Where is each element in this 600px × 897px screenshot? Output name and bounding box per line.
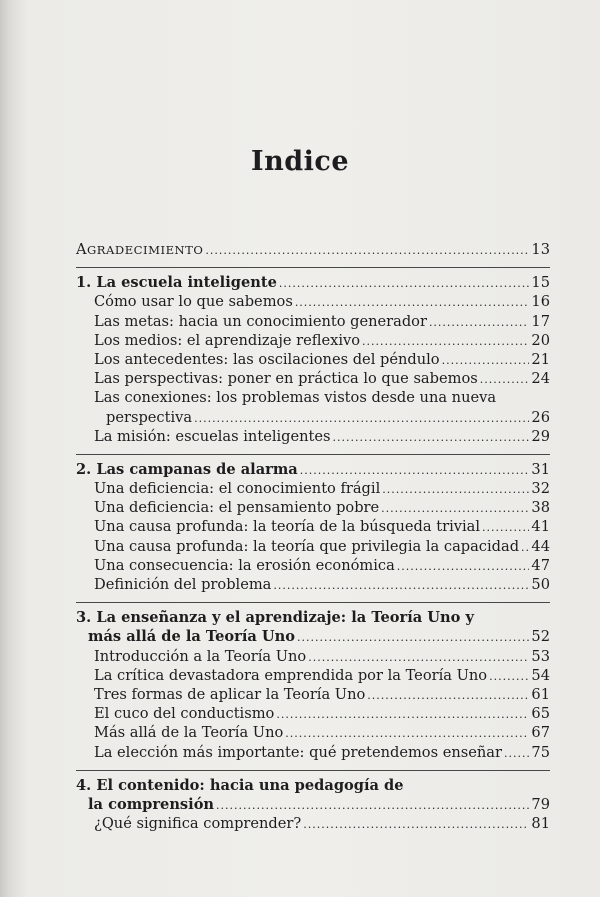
- toc-entry-label: El cuco del conductismo: [94, 705, 275, 723]
- toc-entry-label: Introducción a la Teoría Uno: [94, 647, 307, 665]
- toc-entry-label: Definición del problema: [94, 576, 272, 593]
- dot-leader: [397, 557, 530, 576]
- dot-leader: [273, 576, 529, 595]
- toc-entry: [76, 704, 550, 723]
- section-divider: [76, 267, 550, 268]
- toc-entry-label: Cómo usar lo que sabemos: [94, 293, 293, 311]
- chapter-title-row: [76, 795, 550, 814]
- dot-leader: [276, 705, 529, 724]
- toc-entry: [76, 408, 550, 427]
- dot-leader: [205, 241, 529, 260]
- page-number: 32: [531, 480, 550, 498]
- toc-entry: [76, 350, 550, 369]
- dot-leader: [429, 313, 529, 332]
- chapter-block: [76, 608, 550, 762]
- chapter-list: [76, 273, 550, 833]
- toc-entry: [76, 479, 550, 498]
- dot-leader: [504, 744, 529, 763]
- toc-entry-label: Una causa profunda: la teoría que privilegia la capacidad: [94, 537, 520, 555]
- toc-entry: [76, 556, 550, 575]
- toc-entry: [76, 723, 550, 742]
- toc-entry: [76, 685, 550, 704]
- dot-leader: [489, 667, 529, 686]
- page-number: 61: [531, 685, 550, 703]
- page-number: 16: [531, 293, 550, 311]
- toc-entry: [76, 666, 550, 685]
- toc-entry: [76, 498, 550, 517]
- toc-entry-label: perspectiva: [106, 408, 193, 426]
- toc-entry-label: Las metas: hacia un conocimiento generador: [94, 312, 427, 330]
- dot-leader: [295, 293, 530, 312]
- dot-leader: [521, 538, 529, 557]
- toc-entry-acknowledgements: [76, 240, 550, 259]
- toc-entry: [76, 814, 550, 833]
- toc-entry: [76, 292, 550, 311]
- toc-entry: [76, 743, 550, 762]
- toc-entry-label: Las conexiones: los problemas vistos desde una nueva: [94, 389, 497, 407]
- dot-leader: [367, 686, 529, 705]
- page-number: 17: [531, 312, 550, 330]
- chapter-title: 2. Las campanas de alarma: [76, 460, 298, 478]
- section-divider: [76, 602, 550, 603]
- chapter-block: [76, 776, 550, 834]
- chapter-title-row: [76, 608, 550, 627]
- toc-entry: [76, 331, 550, 350]
- toc-entry: [76, 427, 550, 446]
- page-title: Indice: [250, 146, 349, 177]
- toc-entry-label: ¿Qué significa comprender?: [94, 815, 302, 833]
- dot-leader: [362, 332, 529, 351]
- dot-leader: [482, 518, 529, 537]
- dot-leader: [194, 409, 529, 428]
- dot-leader: [279, 274, 530, 293]
- page-number: 41: [531, 518, 550, 536]
- toc-entry: [76, 517, 550, 536]
- toc-entry: [76, 575, 550, 594]
- page-number: 79: [531, 795, 550, 813]
- page-number: 20: [531, 331, 550, 349]
- dot-leader: [480, 370, 530, 389]
- section-divider: [76, 770, 550, 771]
- table-of-contents: [76, 240, 550, 833]
- dot-leader: [216, 796, 529, 815]
- page-number: 54: [531, 666, 550, 684]
- page-number: 53: [531, 647, 550, 665]
- section-divider: [76, 454, 550, 455]
- page-number: 26: [531, 408, 550, 426]
- page-number: 13: [531, 241, 550, 258]
- chapter-title-row: [76, 273, 550, 292]
- dot-leader: [308, 648, 529, 667]
- page-number: 47: [531, 556, 550, 574]
- page-number: 67: [531, 724, 550, 742]
- toc-entry-label: La misión: escuelas inteligentes: [94, 427, 331, 445]
- toc-entry-label: Una deficiencia: el conocimiento frágil: [94, 480, 381, 498]
- page-number: 52: [531, 628, 550, 646]
- toc-entry: [76, 312, 550, 331]
- toc-entry-label: Más allá de la Teoría Uno: [94, 724, 284, 742]
- dot-leader: [333, 428, 530, 447]
- chapter-title: 3. La enseñanza y el aprendizaje: la Teoría Uno y: [76, 609, 474, 627]
- chapter-title: 1. La escuela inteligente: [76, 274, 277, 292]
- page-number: 65: [531, 705, 550, 723]
- chapter-block: [76, 460, 550, 594]
- toc-entry-label: AGRADECIMIENTO: [76, 241, 204, 258]
- chapter-title: más allá de la Teoría Uno: [88, 628, 295, 646]
- chapter-title-row: [76, 776, 550, 795]
- page-number: 44: [531, 537, 550, 555]
- toc-entry-label: Una deficiencia: el pensamiento pobre: [94, 499, 380, 517]
- page-number: 38: [531, 499, 550, 517]
- dot-leader: [297, 628, 529, 647]
- dot-leader: [382, 480, 529, 499]
- page-number: 50: [531, 576, 550, 593]
- toc-entry-label: Las perspectivas: poner en práctica lo que sabemos: [94, 370, 478, 388]
- page-number: 24: [531, 370, 550, 388]
- chapter-title-row: [76, 460, 550, 479]
- page-number: 81: [531, 815, 550, 833]
- toc-entry-label: Una consecuencia: la erosión económica: [94, 556, 395, 574]
- toc-entry-label: Los medios: el aprendizaje reflexivo: [94, 331, 361, 349]
- chapter-title-row: [76, 627, 550, 646]
- toc-entry-label: La crítica devastadora emprendida por la Teoría Uno: [94, 666, 488, 684]
- toc-entry-label: Los antecedentes: las oscilaciones del péndulo: [94, 350, 440, 368]
- toc-entry: [76, 388, 550, 407]
- page-number: 21: [531, 350, 550, 368]
- page-number: 15: [531, 274, 550, 292]
- page-number: 31: [531, 460, 550, 478]
- toc-entry: [76, 369, 550, 388]
- toc-entry-label: Tres formas de aplicar la Teoría Uno: [94, 685, 366, 703]
- chapter-title: 4. El contenido: hacia una pedagogía de: [76, 776, 404, 794]
- dot-leader: [442, 351, 530, 370]
- dot-leader: [381, 499, 529, 518]
- toc-entry: [76, 647, 550, 666]
- chapter-title: la comprensión: [88, 795, 215, 813]
- dot-leader: [303, 815, 529, 834]
- toc-entry-label: La elección más importante: qué pretendemos enseñar: [94, 743, 502, 761]
- toc-entry: [76, 537, 550, 556]
- page-number: 75: [531, 743, 550, 761]
- dot-leader: [285, 724, 529, 743]
- page-number: 29: [531, 427, 550, 445]
- toc-entry-label: Una causa profunda: la teoría de la búsqueda trivial: [94, 518, 481, 536]
- dot-leader: [300, 461, 530, 480]
- chapter-block: [76, 273, 550, 446]
